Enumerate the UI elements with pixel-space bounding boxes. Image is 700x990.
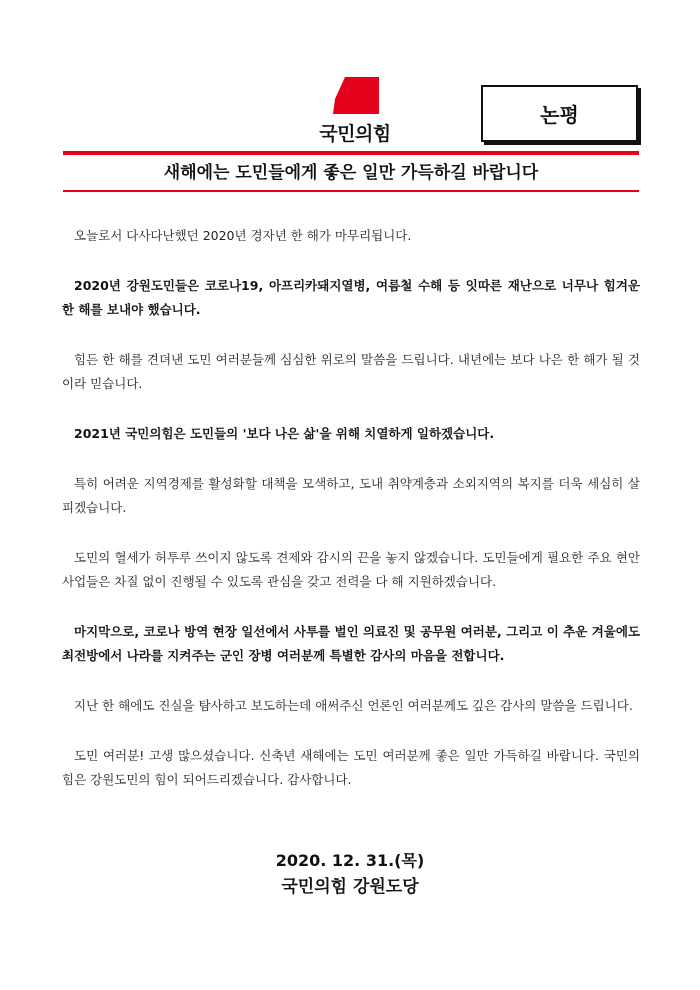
paragraph: 마지막으로, 코로나 방역 현장 일선에서 사투를 벌인 의료진 및 공무원 여러분, 그리고 이 추운 겨울에도 최전방에서 나라를 지켜주는 군인 장병 여러분께 특별한 감사의 마음을 전합니다.: [62, 624, 640, 663]
paragraph: 힘든 한 해를 견뎌낸 도민 여러분들께 심심한 위로의 말씀을 드립니다. 내년에는 보다 나은 한 해가 될 것이라 믿습니다.: [62, 352, 640, 391]
party-logo-mark-icon: [333, 77, 379, 114]
headline-rule-bottom: [63, 190, 639, 192]
issuing-organization: 국민의힘 강원도당: [281, 877, 419, 897]
statement-body: [62, 224, 640, 818]
paragraph: 도민 여러분! 고생 많으셨습니다. 신축년 새해에는 도민 여러분께 좋은 일만 가득하길 바랍니다. 국민의힘은 강원도민의 힘이 되어드리겠습니다. 감사합니다.: [62, 748, 640, 787]
headline: 새해에는 도민들에게 좋은 일만 가득하길 바랍니다: [163, 163, 539, 183]
document-type-label: 논평: [481, 85, 638, 142]
paragraph: 특히 어려운 지역경제를 활성화할 대책을 모색하고, 도내 취약계층과 소외지역의 복지를 더욱 세심히 살피겠습니다.: [62, 476, 640, 515]
paragraph: 도민의 혈세가 허투루 쓰이지 않도록 견제와 감시의 끈을 놓지 않겠습니다. 도민들에게 필요한 주요 현안사업들은 차질 없이 진행될 수 있도록 관심을 갖고 전력을 다 해 지원하겠습니다.: [62, 550, 640, 589]
headline-rule-top: [63, 151, 639, 155]
paragraph: 오늘로서 다사다난했던 2020년 경자년 한 해가 마무리됩니다.: [74, 228, 412, 243]
statement-date: 2020. 12. 31.(목): [275, 851, 425, 870]
paragraph: 2021년 국민의힘은 도민들의 '보다 나은 삶'을 위해 치열하게 일하겠습니다.: [74, 426, 495, 441]
party-logo-text: 국민의힘: [319, 123, 391, 145]
paragraph: 지난 한 해에도 진실을 탐사하고 보도하는데 애써주신 언론인 여러분께도 깊은 감사의 말씀을 드립니다.: [74, 698, 633, 713]
paragraph: 2020년 강원도민들은 코로나19, 아프리카돼지열병, 여름철 수해 등 잇따른 재난으로 너무나 힘겨운 한 해를 보내야 했습니다.: [62, 278, 640, 317]
